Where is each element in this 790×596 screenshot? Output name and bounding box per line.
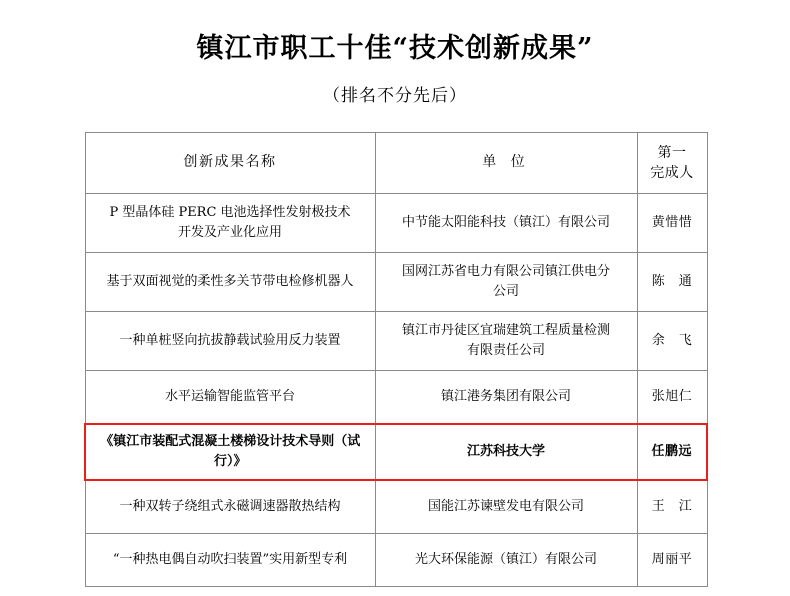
cell-name [85, 194, 375, 253]
column-header-person [637, 133, 707, 194]
cell-unit-line1: 国网江苏省电力有限公司镇江供电分 [401, 263, 610, 279]
cell-person: 黄惜惜 [637, 194, 707, 253]
table-row [85, 371, 707, 425]
cell-name: 《镇江市装配式混凝土楼梯设计技术导则（试行）》 [85, 424, 375, 480]
column-header-name: 创新成果名称 [85, 133, 375, 194]
cell-person: 陈 通 [637, 253, 707, 312]
cell-unit: 江苏科技大学 [375, 424, 637, 480]
column-header-person-line1: 第一 [657, 144, 687, 161]
document-page [0, 26, 790, 596]
table-header-row [85, 133, 707, 194]
table-row [85, 480, 707, 534]
column-header-person-line2: 完成人 [650, 165, 694, 181]
table-row [85, 194, 707, 253]
award-table-container [84, 132, 706, 587]
cell-unit: 光大环保能源（镇江）有限公司 [375, 534, 637, 587]
cell-unit: 中节能太阳能科技（镇江）有限公司 [375, 194, 637, 253]
cell-person: 周丽平 [637, 534, 707, 587]
page-title: 镇江市职工十佳“技术创新成果” [196, 33, 594, 64]
column-header-unit: 单 位 [375, 133, 637, 194]
cell-name: 水平运输智能监管平台 [85, 371, 375, 425]
cell-person: 余 飞 [637, 312, 707, 371]
award-table [84, 132, 708, 587]
cell-unit-line1: 镇江市丹徒区宜瑞建筑工程质量检测 [401, 322, 610, 338]
cell-name: 一种单桩竖向抗拔静载试验用反力装置 [85, 312, 375, 371]
cell-name-line1: P 型晶体硅 PERC 电池选择性发射极技术 [109, 204, 351, 220]
table-row-highlighted [85, 424, 707, 480]
table-row [85, 253, 707, 312]
cell-name: “一种热电偶自动吹扫装置”实用新型专利 [85, 534, 375, 587]
page-subtitle: （排名不分先后） [323, 86, 467, 106]
cell-unit: 镇江港务集团有限公司 [375, 371, 637, 425]
cell-person: 张旭仁 [637, 371, 707, 425]
cell-person: 任鹏远 [637, 424, 707, 480]
cell-unit-line2: 有限责任公司 [466, 343, 545, 358]
cell-unit-line2: 公司 [492, 284, 519, 299]
table-row [85, 312, 707, 371]
cell-person: 王 江 [637, 480, 707, 534]
cell-unit [375, 312, 637, 371]
cell-name: 一种双转子绕组式永磁调速器散热结构 [85, 480, 375, 534]
cell-name: 基于双面视觉的柔性多关节带电检修机器人 [85, 253, 375, 312]
cell-name-line2: 开发及产业化应用 [177, 225, 282, 240]
cell-unit: 国能江苏谏壁发电有限公司 [375, 480, 637, 534]
cell-unit [375, 253, 637, 312]
table-row [85, 534, 707, 587]
